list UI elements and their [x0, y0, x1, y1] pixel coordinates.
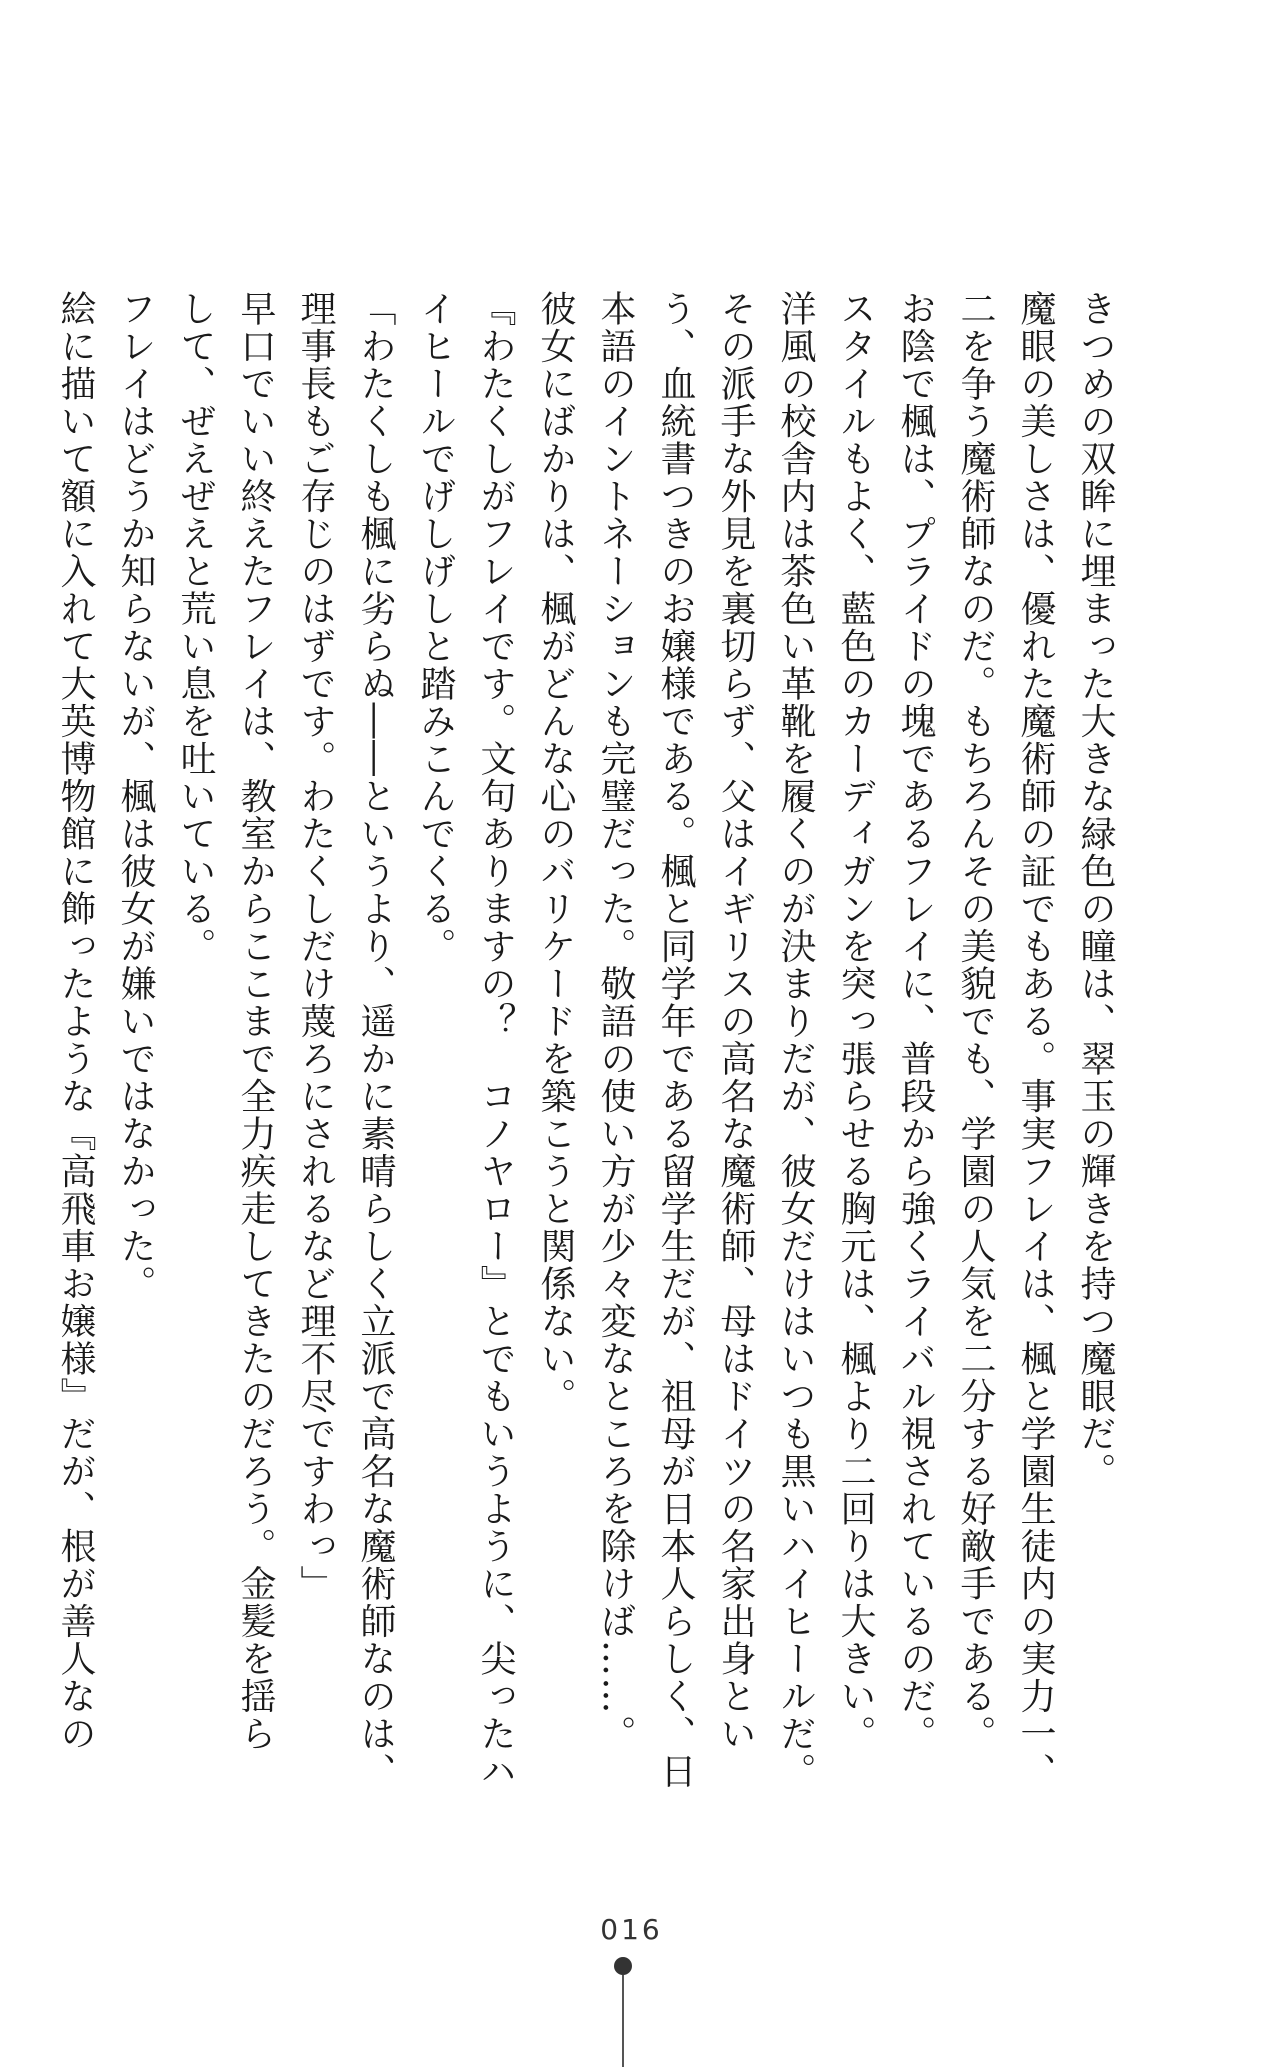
body-text-column [45, 290, 1125, 1790]
text-line-8: う、血統書つきのお嬢様である。楓と同学年である留学生だが、祖母が日本人らしく、日 [655, 290, 696, 1790]
text-line-2: 魔眼の美しさは、優れた魔術師の証でもある。事実フレイは、楓と学園生徒内の実力一、 [1015, 290, 1056, 1790]
text-line-13: 「わたくしも楓に劣らぬ――というより、遥かに素晴らしく立派で高名な魔術師なのは、 [355, 290, 396, 1790]
text-line-16: して、ぜえぜえと荒い息を吐いている。 [175, 290, 216, 965]
page-number: 016 [600, 1913, 663, 1946]
text-line-7: その派手な外見を裏切らず、父はイギリスの高名な魔術師、母はドイツの名家出身とい [715, 290, 756, 1753]
text-line-4: お陰で楓は、プライドの塊であるフレイに、普段から強くライバル視されているのだ。 [895, 290, 936, 1753]
text-line-3: 二を争う魔術師なのだ。もちろんその美貌でも、学園の人気を二分する好敵手である。 [955, 290, 996, 1753]
text-line-11: 『わたくしがフレイです。文句ありますの？ コノヤロー』とでもいうように、尖ったハ [475, 290, 516, 1790]
page-marker-line [622, 1975, 624, 2067]
text-line-15: 早口でいい終えたフレイは、教室からここまで全力疾走してきたのだろう。金髪を揺ら [235, 290, 276, 1753]
text-line-9: 本語のイントネーションも完璧だった。敬語の使い方が少々変なところを除けば……。 [595, 290, 636, 1753]
text-line-6: 洋風の校舎内は茶色い革靴を履くのが決まりだが、彼女だけはいつも黒いハイヒールだ。 [775, 290, 816, 1790]
page-marker-dot-icon [614, 1957, 632, 1975]
text-line-5: スタイルもよく、藍色のカーディガンを突っ張らせる胸元は、楓より二回りは大きい。 [835, 290, 876, 1753]
text-line-10: 彼女にばかりは、楓がどんな心のバリケードを築こうと関係ない。 [535, 290, 576, 1415]
text-line-12: イヒールでげしげしと踏みこんでくる。 [415, 290, 456, 965]
text-line-1: きつめの双眸に埋まった大きな緑色の瞳は、翠玉の輝きを持つ魔眼だ。 [1075, 290, 1116, 1490]
text-line-17: フレイはどうか知らないが、楓は彼女が嫌いではなかった。 [115, 290, 156, 1303]
text-line-18: 絵に描いて額に入れて大英博物館に飾ったような『高飛車お嬢様』だが、根が善人なの [55, 290, 96, 1753]
text-line-14: 理事長もご存じのはずです。わたくしだけ蔑ろにされるなど理不尽ですわっ」 [295, 290, 336, 1603]
